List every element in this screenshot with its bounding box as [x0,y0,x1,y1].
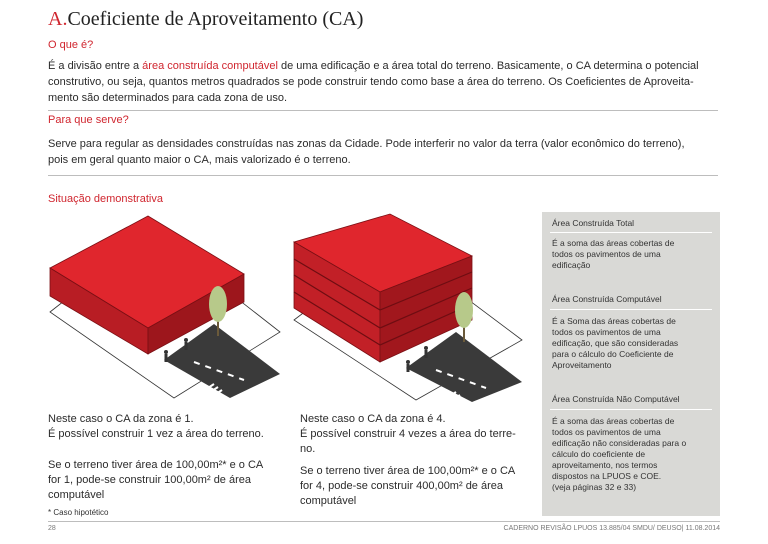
glossary-line: É a soma das áreas cobertas de [552,238,675,248]
glossary-line: todos os pavimentos de uma [552,249,661,259]
glossary-line: todos os pavimentos de uma [552,427,661,437]
caption-line: É possível construir 1 vez a área do terreno. [48,428,264,440]
document-reference: CADERNO REVISÃO LPUOS 13.885/04 SMDU/ DEUSO| 11.08.2014 [503,525,720,532]
definition-line2: construtivo, ou seja, quantos metros quadrados se pode construir tendo como base a área do terreno. Os Coeficientes de Aproveita- [48,76,694,88]
caption-line: É possível construir 4 vezes a área do terre- [300,428,516,440]
glossary-desc-total [552,238,717,271]
glossary-line: todos os pavimentos de uma [552,327,661,337]
definition-prefix: É a divisão entre a [48,60,143,72]
title-letter: A. [48,8,68,30]
glossary-line: edificação não consideradas para o [552,438,687,448]
definition-line1-suffix: de uma edificação e a área total do terreno. Basicamente, o CA determina o potencial [277,60,699,72]
divider [550,409,712,410]
purpose-line2: pois em geral quanto maior o CA, mais valorizado é o terreno. [48,154,351,166]
glossary-line: para o cálculo do Coeficiente de [552,349,674,359]
definition-line3: mento são determinados para cada zona de uso. [48,92,288,104]
glossary-line: É a Soma das áreas cobertas de [552,316,676,326]
caption-line: computável [48,489,105,501]
divider [550,309,712,310]
caption-line: for 4, pode-se construir 400,00m² de área [300,480,504,492]
purpose-line1: Serve para regular as densidades construídas nas zonas da Cidade. Pode interferir no valor da terra (valor econômico do terreno), [48,138,685,150]
computable-area-link[interactable]: área construída computável [142,60,278,72]
caption-line: Neste caso o CA da zona é 4. [300,413,446,425]
glossary-line: (veja páginas 32 e 33) [552,482,637,492]
caption-ca-4 [300,412,530,509]
caption-line: Neste caso o CA da zona é 1. [48,413,194,425]
question-purpose: Para que serve? [48,114,129,126]
glossary-line: edificação, que são consideradas [552,338,679,348]
glossary-title-computable: Área Construída Computável [552,294,662,304]
caption-line: Se o terreno tiver área de 100,00m²* e o CA [48,459,264,471]
title-text: Coeficiente de Aproveitamento (CA) [67,8,364,30]
glossary-sidebar [542,212,720,516]
demo-label: Situação demonstrativa [48,193,163,205]
illustration-ca-1 [44,212,284,402]
caption-line: computável [300,495,357,507]
glossary-line: edificação [552,260,591,270]
caption-line: Se o terreno tiver área de 100,00m²* e o CA [300,465,516,477]
footer-divider [48,521,720,522]
caption-ca-1 [48,412,288,503]
page-number: 28 [48,525,56,532]
glossary-line: aproveitamento, nos termos [552,460,658,470]
illustration-ca-4 [290,212,530,402]
glossary-desc-computable [552,316,717,371]
glossary-line: cálculo do coeficiente de [552,449,646,459]
question-what-is: O que é? [48,39,94,51]
caption-line: for 1, pode-se construir 100,00m² de área [48,474,252,486]
page-title [48,8,363,31]
glossary-line: Aproveitamento [552,360,612,370]
purpose-paragraph [48,136,738,168]
glossary-line: É a soma das áreas cobertas de [552,416,675,426]
caption-line: no. [300,443,316,455]
divider [48,175,718,176]
footnote: * Caso hipotético [48,508,109,517]
divider [48,110,718,111]
glossary-title-total: Área Construída Total [552,218,635,228]
glossary-desc-non-computable [552,416,717,493]
glossary-title-non-computable: Área Construída Não Computável [552,394,680,404]
divider [550,232,712,233]
glossary-line: dispostos na LPUOS e COE. [552,471,662,481]
definition-paragraph [48,58,738,106]
